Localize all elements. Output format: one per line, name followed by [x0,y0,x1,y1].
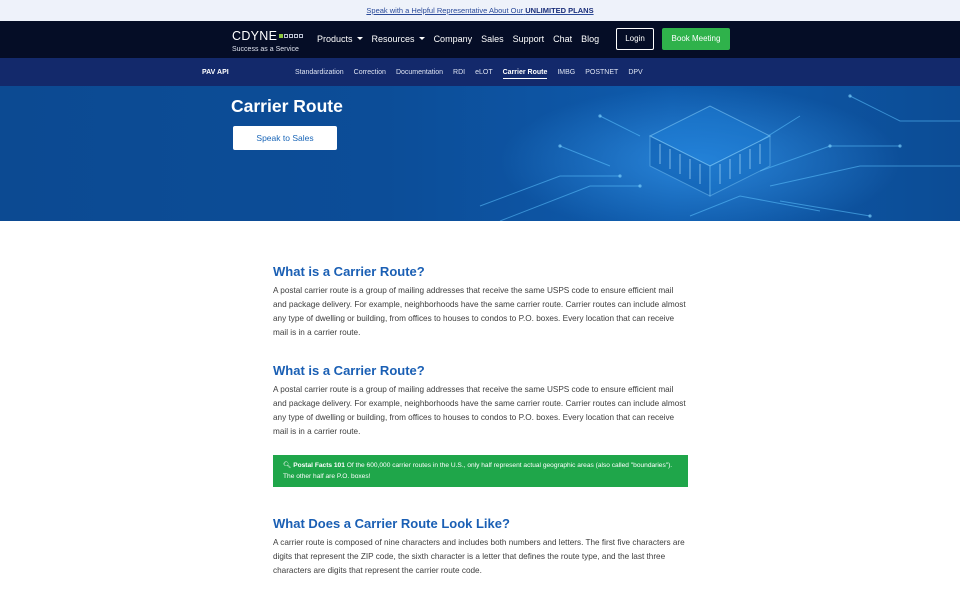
subnav-link-rdi[interactable]: RDI [453,69,466,76]
circuit-chip-illustration [0,86,960,221]
menu-item-chat[interactable]: Chat [553,34,573,44]
menu-item-company[interactable]: Company [433,34,473,44]
logo-name: CDYNE [232,29,278,43]
menu-item-products[interactable] [317,34,363,44]
page-title: Carrier Route [231,96,343,116]
section-body: A postal carrier route is a group of mailing addresses that receive the same USPS code to ensure efficient mail and package delivery. For example, neighborhoods have the same carrier route. Carrier routes can include almost any type of dwelling or building, from offices to houses to condos to P.O. boxes. Every location that can receive mail is in a carrier route. [273,286,686,337]
section-heading: What Does a Carrier Route Look Like? [273,516,510,531]
section-heading: What is a Carrier Route? [273,363,425,378]
logo-mark-icon [279,34,303,38]
subnav-link-documentation[interactable]: Documentation [395,69,444,76]
search-icon: 🔍︎ [283,462,292,469]
chevron-down-icon [357,37,363,40]
subnav-link-imbg[interactable]: IMBG [557,69,576,76]
section-what-is-carrier-route-2 [273,363,688,439]
fact-label: Postal Facts 101 [293,462,345,469]
menu-item-blog[interactable]: Blog [581,34,600,44]
logo[interactable] [232,27,303,53]
speak-to-sales-button[interactable]: Speak to Sales [233,126,337,150]
section-body: A carrier route is composed of nine characters and includes both numbers and letters. The first five characters are digits that represent the ZIP code, the sixth character is a letter that defines the route type, and the last three characters are digits that represent the carrier route code. [273,538,685,575]
login-button[interactable]: Login [616,28,654,50]
menu-item-label: Resources [371,34,415,44]
top-nav [0,21,960,58]
menu-item-sales[interactable]: Sales [481,34,504,44]
section-what-is-carrier-route [273,264,688,340]
logo-tagline: Success as a Service [232,46,299,53]
hero-banner [0,86,960,221]
sub-nav [0,58,960,86]
promo-text: Speak with a Helpful Representative About Our [366,6,524,15]
promo-highlight: UNLIMITED PLANS [525,6,594,15]
menu-item-support[interactable]: Support [512,34,545,44]
main-menu [317,34,599,44]
section-what-does-route-look-like [273,516,688,578]
subnav-link-elot[interactable]: eLOT [475,69,493,76]
subnav-links [295,69,643,79]
postal-fact-callout [273,455,688,487]
promo-bar [0,0,960,21]
chevron-down-icon [419,37,425,40]
subnav-link-carrier-route[interactable]: Carrier Route [503,69,548,79]
subnav-title[interactable]: PAV API [202,69,229,76]
subnav-link-correction[interactable]: Correction [353,69,386,76]
subnav-link-dpv[interactable]: DPV [628,69,643,76]
menu-item-label: Products [317,34,353,44]
book-meeting-button[interactable]: Book Meeting [662,28,730,50]
promo-link[interactable] [366,6,593,15]
section-body: A postal carrier route is a group of mailing addresses that receive the same USPS code to ensure efficient mail and package delivery. For example, neighborhoods have the same carrier route. Carrier routes can include almost any type of dwelling or building, from offices to houses to condos to P.O. boxes. Every location that can receive mail is in a carrier route. [273,385,686,436]
section-heading: What is a Carrier Route? [273,264,425,279]
menu-item-resources[interactable] [372,34,425,44]
subnav-link-standardization[interactable]: Standardization [295,69,344,76]
subnav-link-postnet[interactable]: POSTNET [585,69,619,76]
fact-text: Of the 600,000 carrier routes in the U.S., only half represent actual geographic areas (also called "boundaries"). The other half are P.O. boxes! [283,462,673,480]
